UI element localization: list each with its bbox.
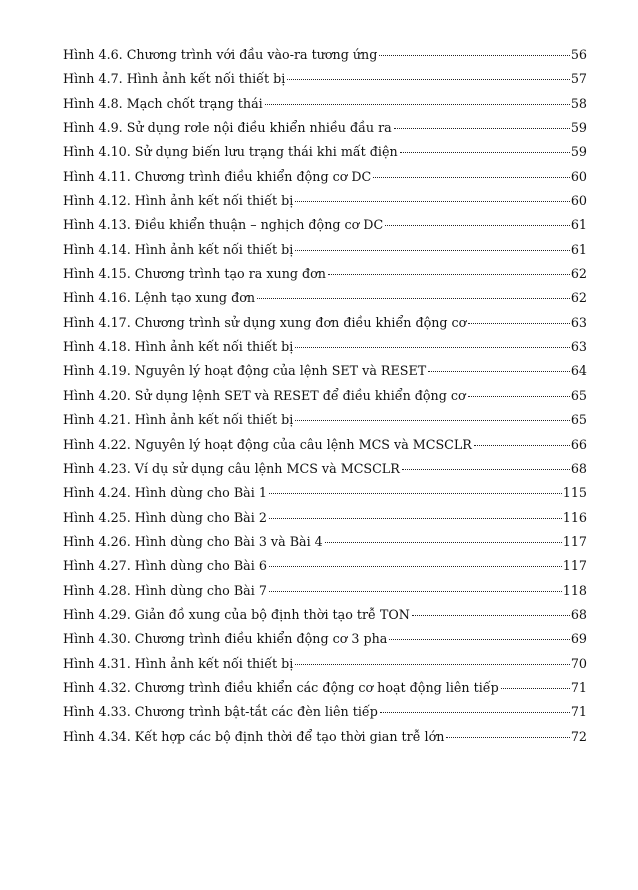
figure-number: Hình 4.12. bbox=[63, 193, 131, 209]
figure-title: Hình ảnh kết nối thiết bị bbox=[134, 241, 294, 257]
figure-number: Hình 4.9. bbox=[63, 120, 123, 136]
toc-entry[interactable] bbox=[63, 729, 587, 753]
toc-entry[interactable] bbox=[63, 412, 587, 436]
figure-title: Sử dụng lệnh SET và RESET để điều khiển động cơ bbox=[134, 387, 466, 403]
figure-title: Hình dùng cho Bài 6 bbox=[134, 558, 267, 574]
dot-leader bbox=[412, 614, 570, 616]
dot-leader bbox=[328, 273, 570, 275]
figure-number: Hình 4.13. bbox=[63, 217, 131, 233]
figure-number: Hình 4.14. bbox=[63, 241, 131, 257]
page-number: 68 bbox=[570, 460, 587, 476]
page-number: 71 bbox=[570, 679, 587, 695]
page-number: 65 bbox=[570, 412, 587, 428]
toc-entry[interactable] bbox=[63, 120, 587, 144]
toc-entry[interactable] bbox=[63, 266, 587, 290]
toc-entry[interactable] bbox=[63, 363, 587, 387]
dot-leader bbox=[428, 370, 570, 372]
page-number: 59 bbox=[570, 120, 587, 136]
figure-number: Hình 4.34. bbox=[63, 728, 131, 744]
figure-title: Kết hợp các bộ định thời để tạo thời gian trễ lớn bbox=[134, 728, 445, 744]
figure-number: Hình 4.20. bbox=[63, 387, 131, 403]
figure-number: Hình 4.33. bbox=[63, 704, 131, 720]
toc-entry[interactable] bbox=[63, 607, 587, 631]
figure-title: Chương trình bật-tắt các đèn liên tiếp bbox=[134, 704, 378, 720]
toc-entry[interactable] bbox=[63, 193, 587, 217]
page-number: 59 bbox=[570, 144, 587, 160]
toc-entry[interactable] bbox=[63, 680, 587, 704]
figure-number: Hình 4.32. bbox=[63, 679, 131, 695]
figure-number: Hình 4.24. bbox=[63, 485, 131, 501]
figure-title: Chương trình điều khiển các động cơ hoạt động liên tiếp bbox=[134, 679, 499, 695]
figure-title: Sử dụng biến lưu trạng thái khi mất điện bbox=[134, 144, 398, 160]
toc-entry[interactable] bbox=[63, 485, 587, 509]
list-of-figures bbox=[63, 47, 587, 753]
figure-title: Sử dụng rơle nội điều khiển nhiều đầu ra bbox=[126, 120, 392, 136]
figure-title: Hình ảnh kết nối thiết bị bbox=[134, 193, 294, 209]
dot-leader bbox=[265, 103, 570, 105]
toc-entry[interactable] bbox=[63, 583, 587, 607]
dot-leader bbox=[400, 151, 570, 153]
figure-title: Hình ảnh kết nối thiết bị bbox=[134, 655, 294, 671]
figure-title: Nguyên lý hoạt động của câu lệnh MCS và MCSCLR bbox=[134, 436, 472, 452]
figure-title: Hình ảnh kết nối thiết bị bbox=[134, 412, 294, 428]
figure-title: Chương trình sử dụng xung đơn điều khiển động cơ bbox=[134, 314, 467, 330]
figure-number: Hình 4.21. bbox=[63, 412, 131, 428]
figure-number: Hình 4.25. bbox=[63, 509, 131, 525]
page-number: 57 bbox=[570, 71, 587, 87]
figure-title: Hình dùng cho Bài 2 bbox=[134, 509, 267, 525]
toc-entry[interactable] bbox=[63, 96, 587, 120]
figure-number: Hình 4.22. bbox=[63, 436, 131, 452]
dot-leader bbox=[501, 687, 570, 689]
figure-number: Hình 4.15. bbox=[63, 266, 131, 282]
toc-entry[interactable] bbox=[63, 290, 587, 314]
toc-entry[interactable] bbox=[63, 242, 587, 266]
dot-leader bbox=[257, 297, 570, 299]
dot-leader bbox=[325, 541, 562, 543]
page-number: 72 bbox=[570, 728, 587, 744]
figure-title: Ví dụ sử dụng câu lệnh MCS và MCSCLR bbox=[134, 460, 400, 476]
page-number: 118 bbox=[562, 582, 587, 598]
figure-title: Giản đồ xung của bộ định thời tạo trễ TON bbox=[134, 606, 410, 622]
dot-leader bbox=[295, 200, 570, 202]
figure-title: Chương trình điều khiển động cơ DC bbox=[134, 168, 372, 184]
dot-leader bbox=[389, 638, 570, 640]
figure-number: Hình 4.30. bbox=[63, 631, 131, 647]
figure-title: Chương trình tạo ra xung đơn bbox=[134, 266, 326, 282]
toc-entry[interactable] bbox=[63, 510, 587, 534]
figure-title: Lệnh tạo xung đơn bbox=[134, 290, 256, 306]
figure-title: Chương trình điều khiển động cơ 3 pha bbox=[134, 631, 388, 647]
dot-leader bbox=[379, 54, 569, 56]
page-number: 71 bbox=[570, 704, 587, 720]
dot-leader bbox=[269, 565, 562, 567]
dot-leader bbox=[402, 468, 570, 470]
figure-number: Hình 4.28. bbox=[63, 582, 131, 598]
page-number: 65 bbox=[570, 387, 587, 403]
figure-title: Hình dùng cho Bài 3 và Bài 4 bbox=[134, 533, 323, 549]
toc-entry[interactable] bbox=[63, 47, 587, 71]
dot-leader bbox=[394, 127, 570, 129]
dot-leader bbox=[474, 444, 570, 446]
figure-number: Hình 4.16. bbox=[63, 290, 131, 306]
figure-number: Hình 4.17. bbox=[63, 314, 131, 330]
toc-entry[interactable] bbox=[63, 169, 587, 193]
page-number: 69 bbox=[570, 631, 587, 647]
toc-entry[interactable] bbox=[63, 315, 587, 339]
figure-title: Hình dùng cho Bài 1 bbox=[134, 485, 267, 501]
toc-entry[interactable] bbox=[63, 144, 587, 168]
figure-title: Hình dùng cho Bài 7 bbox=[134, 582, 267, 598]
page-number: 117 bbox=[562, 533, 587, 549]
figure-number: Hình 4.10. bbox=[63, 144, 131, 160]
figure-title: Mạch chốt trạng thái bbox=[126, 95, 263, 111]
page-number: 63 bbox=[570, 339, 587, 355]
toc-entry[interactable] bbox=[63, 631, 587, 655]
page-number: 64 bbox=[570, 363, 587, 379]
figure-title: Nguyên lý hoạt động của lệnh SET và RESET bbox=[134, 363, 427, 379]
dot-leader bbox=[269, 590, 562, 592]
figure-title: Chương trình với đầu vào-ra tương ứng bbox=[126, 47, 378, 62]
toc-entry[interactable] bbox=[63, 704, 587, 728]
toc-entry[interactable] bbox=[63, 656, 587, 680]
dot-leader bbox=[295, 249, 570, 251]
dot-leader bbox=[269, 517, 562, 519]
figure-number: Hình 4.18. bbox=[63, 339, 131, 355]
figure-number: Hình 4.31. bbox=[63, 655, 131, 671]
figure-number: Hình 4.29. bbox=[63, 606, 131, 622]
toc-entry[interactable] bbox=[63, 558, 587, 582]
figure-number: Hình 4.8. bbox=[63, 95, 123, 111]
figure-number: Hình 4.23. bbox=[63, 460, 131, 476]
page-number: 117 bbox=[562, 558, 587, 574]
figure-number: Hình 4.27. bbox=[63, 558, 131, 574]
figure-number: Hình 4.26. bbox=[63, 533, 131, 549]
dot-leader bbox=[468, 322, 570, 324]
page-number: 58 bbox=[570, 95, 587, 111]
page-number: 60 bbox=[570, 168, 587, 184]
figure-number: Hình 4.19. bbox=[63, 363, 131, 379]
dot-leader bbox=[385, 224, 570, 226]
page-number: 62 bbox=[570, 266, 587, 282]
page-number: 68 bbox=[570, 606, 587, 622]
dot-leader bbox=[295, 419, 570, 421]
dot-leader bbox=[380, 711, 570, 713]
figure-number: Hình 4.11. bbox=[63, 168, 131, 184]
toc-entry[interactable] bbox=[63, 534, 587, 558]
page-number: 61 bbox=[570, 241, 587, 257]
toc-entry[interactable] bbox=[63, 71, 587, 95]
page-number: 61 bbox=[570, 217, 587, 233]
page-number: 70 bbox=[570, 655, 587, 671]
dot-leader bbox=[295, 346, 570, 348]
toc-entry[interactable] bbox=[63, 437, 587, 461]
toc-entry[interactable] bbox=[63, 388, 587, 412]
dot-leader bbox=[446, 736, 569, 738]
toc-entry[interactable] bbox=[63, 217, 587, 241]
figure-title: Hình ảnh kết nối thiết bị bbox=[134, 339, 294, 355]
page-number: 62 bbox=[570, 290, 587, 306]
page-number: 115 bbox=[562, 485, 587, 501]
page-number: 56 bbox=[570, 47, 587, 62]
figure-title: Điều khiển thuận – nghịch động cơ DC bbox=[134, 217, 384, 233]
page-number: 66 bbox=[570, 436, 587, 452]
dot-leader bbox=[269, 492, 562, 494]
figure-title: Hình ảnh kết nối thiết bị bbox=[126, 71, 286, 87]
toc-entry[interactable] bbox=[63, 339, 587, 363]
figure-number: Hình 4.6. bbox=[63, 47, 123, 62]
page-number: 116 bbox=[562, 509, 587, 525]
dot-leader bbox=[468, 395, 570, 397]
figure-number: Hình 4.7. bbox=[63, 71, 123, 87]
dot-leader bbox=[287, 78, 570, 80]
dot-leader bbox=[295, 663, 570, 665]
dot-leader bbox=[373, 176, 570, 178]
toc-entry[interactable] bbox=[63, 461, 587, 485]
page-number: 63 bbox=[570, 314, 587, 330]
page-number: 60 bbox=[570, 193, 587, 209]
